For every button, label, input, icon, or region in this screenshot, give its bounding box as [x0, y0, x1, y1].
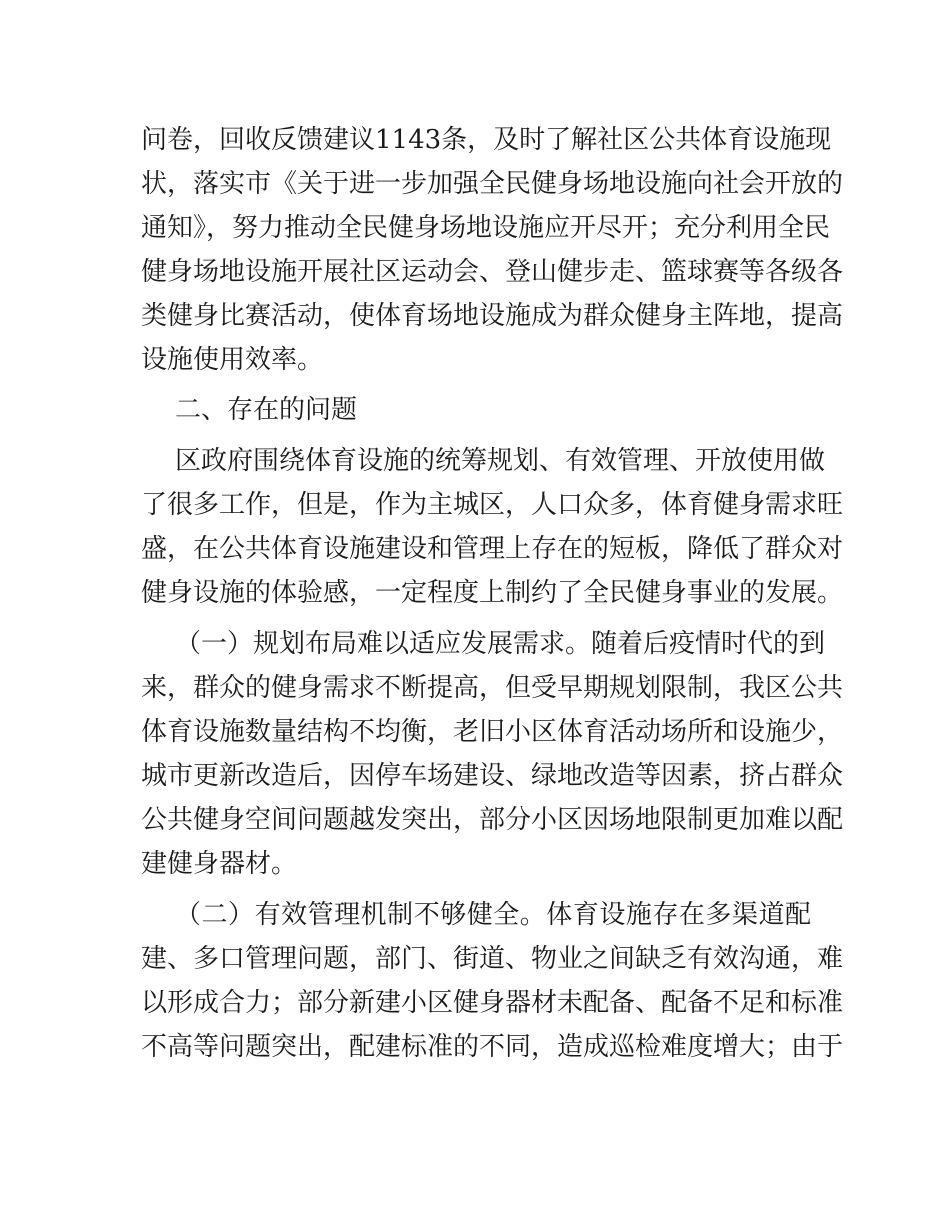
paragraph-3-line-3: 体育设施数量结构不均衡，老旧小区体育活动场所和设施少， — [141, 717, 844, 747]
paragraph-1-line-5: 类健身比赛活动，使体育场地设施成为群众健身主阵地，提高 — [141, 301, 844, 331]
paragraph-3-line-2: 来，群众的健身需求不断提高，但受早期规划限制，我区公共 — [141, 673, 844, 703]
paragraph-3-line-6: 建健身器材。 — [141, 849, 298, 879]
paragraph-4-line-4: 不高等问题突出，配建标准的不同，造成巡检难度增大；由于 — [141, 1032, 844, 1062]
paragraph-4-line-2: 建、多口管理问题，部门、街道、物业之间缺乏有效沟通，难 — [141, 944, 844, 974]
paragraph-1-line-6: 设施使用效率。 — [141, 345, 324, 375]
paragraph-2-line-1: 区政府围绕体育设施的统筹规划、有效管理、开放使用做 — [175, 446, 826, 476]
paragraph-1-line-1: 问卷，回收反馈建议1143条，及时了解社区公共体育设施现 — [141, 125, 832, 155]
paragraph-3-line-5: 公共健身空间问题越发突出，部分小区因场地限制更加难以配 — [141, 805, 844, 835]
paragraph-2-line-4: 健身设施的体验感，一定程度上制约了全民健身事业的发展。 — [141, 578, 844, 608]
paragraph-4-line-1: （二）有效管理机制不够健全。体育设施存在多渠道配 — [175, 900, 811, 930]
paragraph-1-line-3: 通知》，努力推动全民健身场地设施应开尽开；充分利用全民 — [141, 213, 831, 243]
paragraph-2-line-3: 盛，在公共体育设施建设和管理上存在的短板，降低了群众对 — [141, 534, 844, 564]
paragraph-4-line-3: 以形成合力；部分新建小区健身器材未配备、配备不足和标准 — [141, 988, 844, 1018]
section-heading: 二、存在的问题 — [175, 395, 358, 425]
paragraph-1-line-4: 健身场地设施开展社区运动会、登山健步走、篮球赛等各级各 — [141, 257, 844, 287]
paragraph-3-line-4: 城市更新改造后，因停车场建设、绿地改造等因素，挤占群众 — [141, 761, 844, 791]
paragraph-2-line-2: 了很多工作，但是，作为主城区，人口众多，体育健身需求旺 — [141, 490, 844, 520]
paragraph-1-line-2: 状，落实市《关于进一步加强全民健身场地设施向社会开放的 — [141, 169, 844, 199]
paragraph-3-line-1: （一）规划布局难以适应发展需求。随着后疫情时代的到 — [175, 629, 826, 659]
